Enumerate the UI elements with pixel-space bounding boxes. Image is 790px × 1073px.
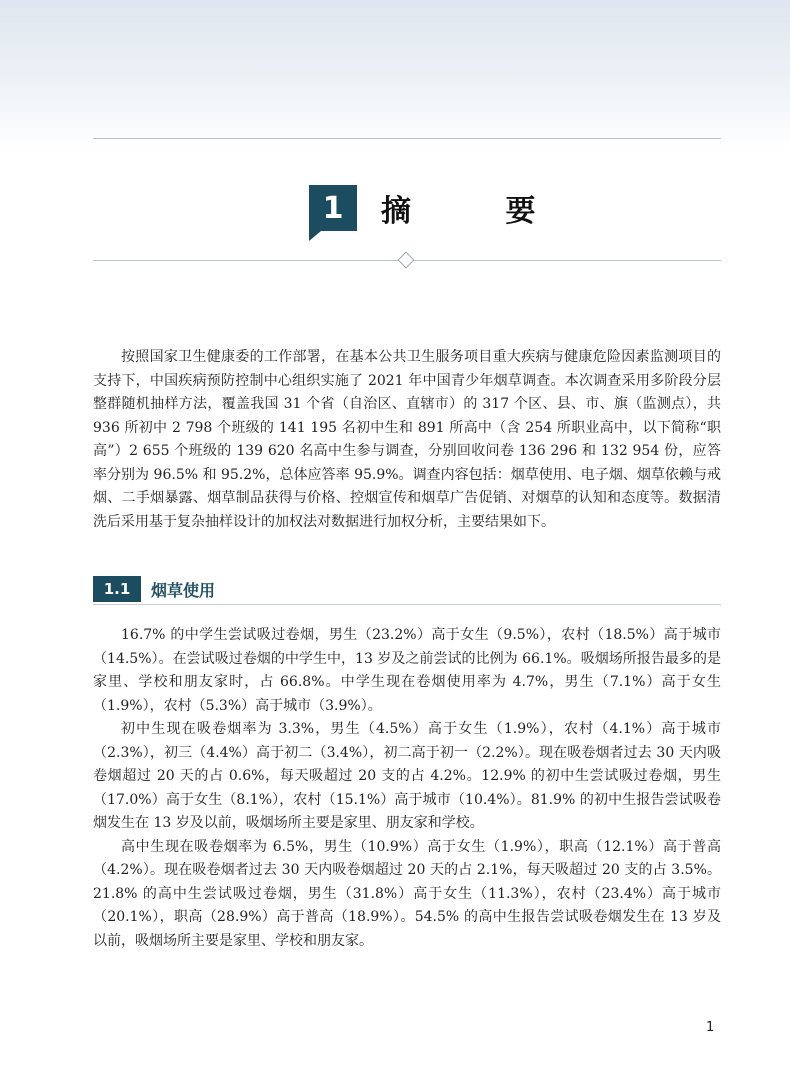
intro-section bbox=[93, 346, 721, 534]
chapter-title: 摘 要 bbox=[381, 194, 578, 229]
body-paragraph: 高中生现在吸卷烟率为 6.5%，男生（10.9%）高于女生（1.9%），职高（12.1%）高于普高（4.2%）。现在吸卷烟者过去 30 天内吸卷烟超过 20 天的占 2.1%，每天吸超过 20 支的占 3.5%。21.8% 的高中生尝试吸过卷烟，男生（31.8%）高于女生（11.3%），农村（23.4%）高于城市（20.1%），职高（28.9%）高于普高（18.9%）。54.5% 的高中生报告尝试吸卷烟发生在 13 岁及以前，吸烟场所主要是家里、学校和朋友家。 bbox=[93, 838, 721, 949]
section-number: 1.1 bbox=[93, 576, 141, 602]
header-band bbox=[0, 0, 790, 150]
body-paragraph: 16.7% 的中学生尝试吸过卷烟，男生（23.2%）高于女生（9.5%），农村（18.5%）高于城市（14.5%）。在尝试吸过卷烟的中学生中，13 岁及之前尝试的比例为 66.1%。吸烟场所报告最多的是家里、学校和朋友家时，占 66.8%。中学生现在卷烟使用率为 4.7%，男生（7.1%）高于女生（1.9%），农村（5.3%）高于城市（3.9%）。 bbox=[93, 627, 721, 714]
chapter-heading bbox=[309, 178, 577, 238]
chapter-number-badge bbox=[309, 185, 357, 231]
section-title: 烟草使用 bbox=[151, 580, 216, 600]
section-body bbox=[93, 624, 721, 953]
divider-diamond-ornament bbox=[398, 252, 415, 269]
body-paragraph: 初中生现在吸卷烟率为 3.3%，男生（4.5%）高于女生（1.9%），农村（4.1%）高于城市（2.3%），初三（4.4%）高于初二（3.4%），初二高于初一（2.2%）。现在吸卷烟者过去 30 天内吸卷烟超过 20 天的占 0.6%，每天吸超过 20 支的占 4.2%。12.9% 的初中生尝试吸过卷烟，男生（17.0%）高于女生（8.1%），农村（15.1%）高于城市（10.4%）。81.9% 的初中生报告尝试吸卷烟发生在 13 岁及以前，吸烟场所主要是家里、朋友家和学校。 bbox=[93, 721, 721, 831]
section-heading bbox=[93, 574, 721, 605]
page-number: 1 bbox=[706, 1020, 715, 1035]
chapter-number: 1 bbox=[322, 190, 344, 226]
intro-paragraph: 按照国家卫生健康委的工作部署，在基本公共卫生服务项目重大疾病与健康危险因素监测项目的支持下，中国疾病预防控制中心组织实施了 2021 年中国青少年烟草调查。本次调查采用多阶段分层整群随机抽样方法，覆盖我国 31 个省（自治区、直辖市）的 317 个区、县、市、旗（监测点），共 936 所初中 2 798 个班级的 141 195 名初中生和 891 所高中（含 254 所职业高中，以下简称“职高”）2 655 个班级的 139 620 名高中生参与调查，分别回收问卷 136 296 和 132 954 份，应答率分别为 96.5% 和 95.2%，总体应答率 95.9%。调查内容包括：烟草使用、电子烟、烟草依赖与戒烟、二手烟暴露、烟草制品获得与价格、控烟宣传和烟草广告促销、对烟草的认知和态度等。数据清洗后采用基于复杂抽样设计的加权法对数据进行加权分析，主要结果如下。 bbox=[93, 349, 721, 530]
header-divider bbox=[93, 138, 721, 139]
